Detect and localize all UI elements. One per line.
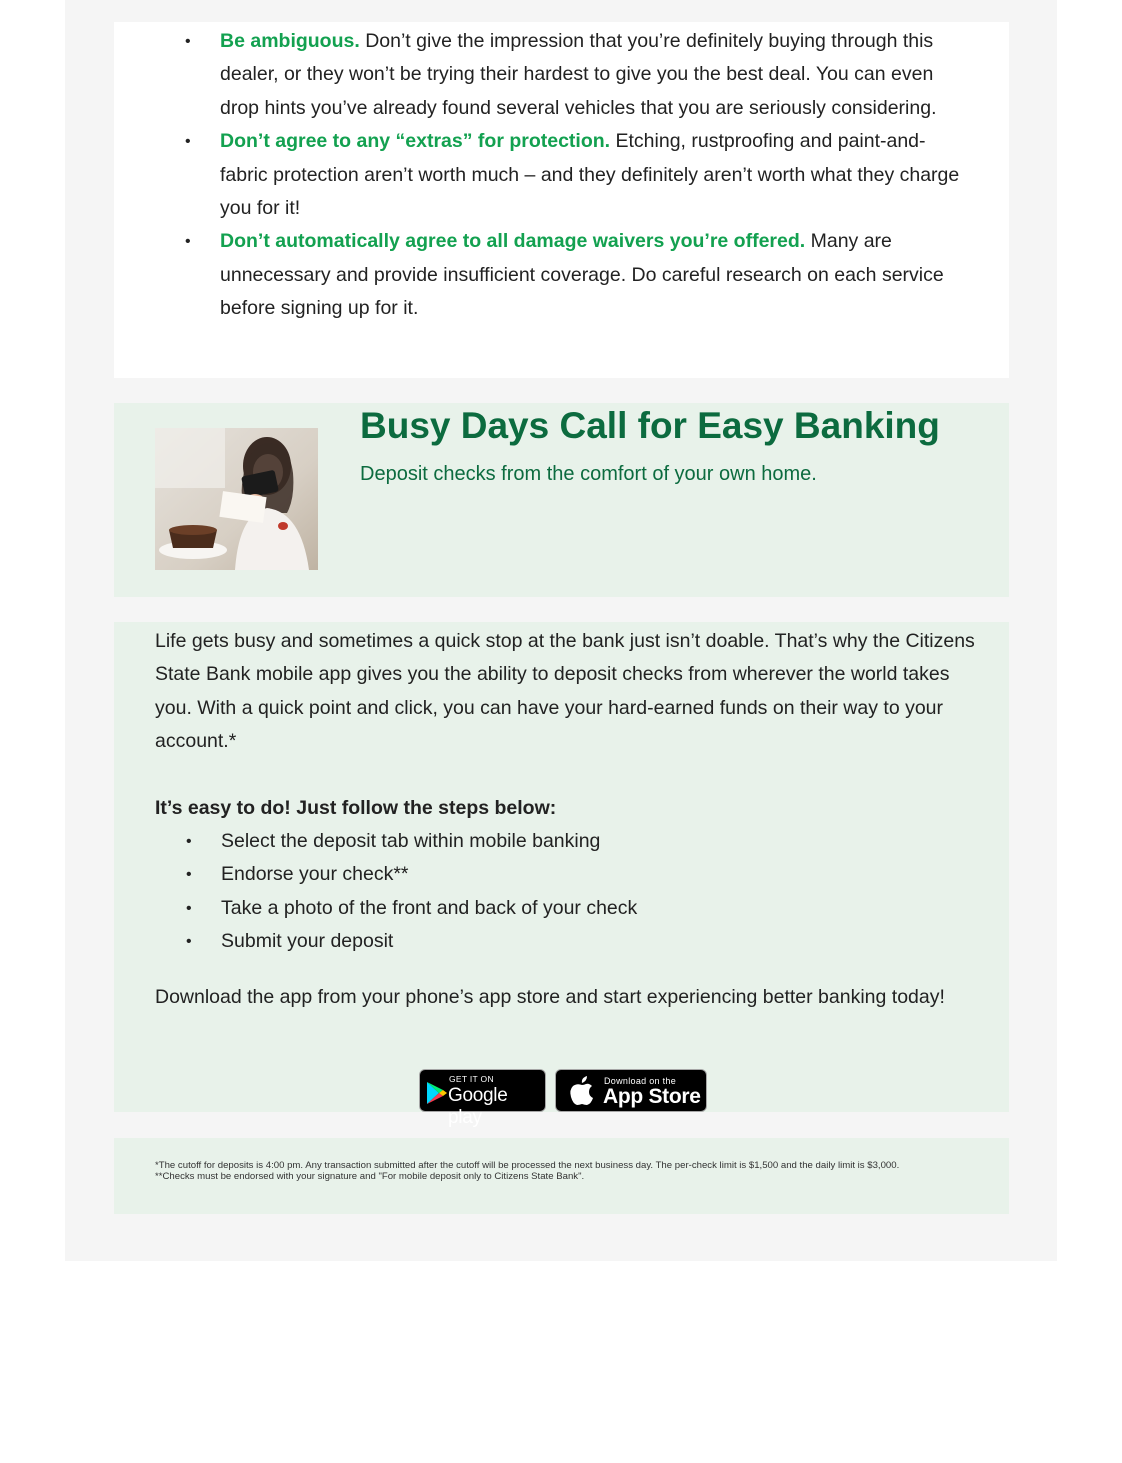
tip-lead: Be ambiguous. [220, 30, 360, 52]
tip-text: Etching, rustproofing and paint-and-fabric protection aren’t worth much – and they definitely aren’t worth what they charge you for it! [220, 130, 960, 220]
tip-item-ambiguous [220, 25, 960, 125]
steps-heading: It’s easy to do! Just follow the steps below: [155, 797, 557, 819]
download-paragraph: Download the app from your phone’s app store and start experiencing better banking today! [155, 986, 945, 1008]
list-item: • Take a photo of the front and back of your check [221, 892, 921, 925]
apple-badge-big-text: App Store [603, 1085, 701, 1108]
footnote-endorsement: **Checks must be endorsed with your signature and "For mobile deposit only to Citizens State Bank". [155, 1171, 585, 1182]
promo-title: Busy Days Call for Easy Banking [360, 405, 940, 446]
mobile-deposit-details-card [114, 622, 1009, 1128]
google-badge-small-text: GET IT ON [449, 1074, 494, 1084]
tip-lead: Don’t automatically agree to all damage waivers you’re offered. [220, 230, 806, 253]
apple-icon [568, 1075, 596, 1107]
google-play-badge[interactable] [419, 1069, 546, 1128]
google-play-icon [426, 1081, 448, 1105]
tip-item-waivers [220, 225, 960, 325]
steps-list [221, 825, 921, 959]
tip-item-extras [220, 125, 960, 225]
footnote-cutoff: *The cutoff for deposits is 4:00 pm. Any transaction submitted after the cutoff will be processed the next business day. The per-check limit is $1,500 and the daily limit is $3,000. [155, 1160, 900, 1171]
woman-photographing-check-photo [155, 428, 318, 570]
footnotes [155, 1160, 967, 1182]
tip-text: Many are unnecessary and provide insufficient coverage. Do careful research on each service before signing up for it. [220, 230, 944, 320]
app-store-badge[interactable] [555, 1069, 707, 1112]
tip-lead: Don’t agree to any “extras” for protection. [220, 130, 611, 153]
apple-badge-small-text: Download on the [604, 1076, 677, 1086]
mobile-deposit-promo-card [114, 403, 1009, 597]
intro-paragraph: Life gets busy and sometimes a quick stop at the bank just isn’t doable. That’s why the Citizens State Bank mobile app gives you the ability to deposit checks from wherever the world takes you. With a quick point and click, you can have your hard-earned funds on their way to your account.* [155, 630, 975, 753]
tips-list [220, 25, 960, 326]
footnotes-card [114, 1138, 1009, 1214]
list-item: • Submit your deposit [221, 925, 921, 958]
list-item: • Select the deposit tab within mobile banking [221, 825, 921, 858]
google-badge-big-text: Google play [448, 1085, 508, 1128]
list-item: • Endorse your check** [221, 858, 921, 891]
tip-text: Don’t give the impression that you’re definitely buying through this dealer, or they won’t be trying their hardest to give you the best deal. You can even drop hints you’ve already found several vehicles that you are seriously considering. [220, 30, 937, 119]
promo-subtitle: Deposit checks from the comfort of your own home. [360, 463, 817, 485]
car-buying-tips-card [114, 22, 1009, 378]
